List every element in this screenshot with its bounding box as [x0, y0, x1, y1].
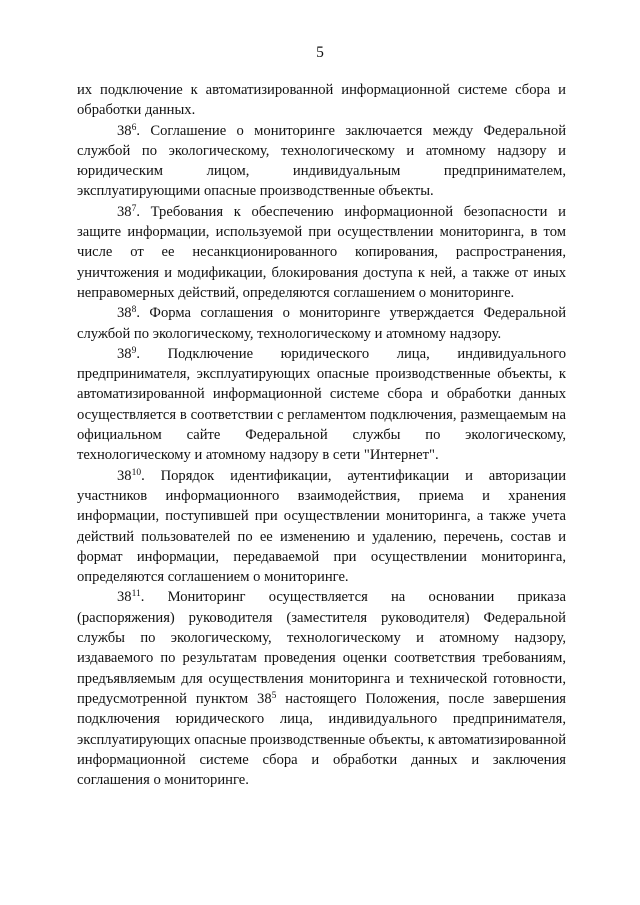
clause-superscript: 7	[131, 203, 137, 214]
paragraph-38-10	[77, 466, 566, 588]
document-body	[77, 80, 566, 790]
clause-number: 38	[117, 589, 132, 606]
paragraph-38-6	[77, 121, 566, 202]
paragraph-text: . Порядок идентификации, аутентификации и авторизации участников информационного взаимодействия, приема и хранения информации, поступившей при осуществлении мониторинга, а также учета действий пользователей по ее изменению и удалению, перечень, состав и формат информации, передаваемой при осуществлении мониторинга, определяются соглашением о мониторинге.	[77, 467, 566, 586]
page-number: 5	[316, 44, 324, 61]
clause-number: 38	[117, 305, 132, 322]
clause-number: 38	[117, 203, 132, 220]
paragraph-text: . Соглашение о мониторинге заключается между Федеральной службой по экологическому, технологическому и атомному надзору и юридическим лицом, индивидуальным предпринимателем, эксплуатирующими опасные производственные объекты.	[77, 122, 566, 200]
clause-number: 38	[117, 122, 132, 139]
paragraph-text-continued: настоящего Положения, после завершения подключения юридического лица, индивидуального предпринимателя, эксплуатирующих опасные производственные объекты, к автоматизированной информационной системе сбора и обработки данных и заключения соглашения о мониторинге.	[77, 690, 567, 789]
clause-superscript: 9	[131, 345, 137, 356]
paragraph-text: . Форма соглашения о мониторинге утверждается Федеральной службой по экологическому, технологическому и атомному надзору.	[77, 305, 566, 342]
paragraph-38-9	[77, 344, 566, 466]
paragraph-text: . Подключение юридического лица, индивидуального предпринимателя, эксплуатирующих опасные производственные объекты, к автоматизированной информационной системе сбора и обработки данных осуществляется в соответствии с регламентом подключения, размещаемым на официальном сайте Федеральной службы по экологическому, технологическому и атомному надзору в сети "Интернет".	[77, 345, 566, 464]
clause-superscript: 6	[131, 122, 137, 133]
continuation-paragraph: их подключение к автоматизированной информационной системе сбора и обработки данных.	[77, 82, 566, 119]
clause-reference-superscript: 5	[271, 690, 277, 701]
clause-number: 38	[117, 467, 132, 484]
clause-number: 38	[117, 345, 132, 362]
clause-superscript: 11	[131, 589, 141, 600]
paragraph-38-8	[77, 303, 566, 344]
paragraph-38-11	[77, 587, 566, 790]
clause-reference: 38	[257, 690, 272, 707]
clause-superscript: 10	[131, 467, 142, 478]
paragraph-text: . Мониторинг осуществляется на основании приказа (распоряжения) руководителя (заместителя руководителя) Федеральной службы по экологическому, технологическому и атомному надзору, издаваемого по результатам проведения оценки соответствия требованиям, предъявляемым для осуществления мониторинга и технической готовности, предусмотренной пунктом	[77, 589, 566, 707]
paragraph-text: . Требования к обеспечению информационной безопасности и защите информации, используемой при осуществлении мониторинга, в том числе от ее несанкционированного копирования, распространения, уничтожения и модификации, блокирования доступа к ней, а также от иных неправомерных действий, определяются соглашением о мониторинге.	[77, 203, 566, 301]
paragraph-38-7	[77, 202, 566, 303]
clause-superscript: 8	[131, 305, 137, 316]
